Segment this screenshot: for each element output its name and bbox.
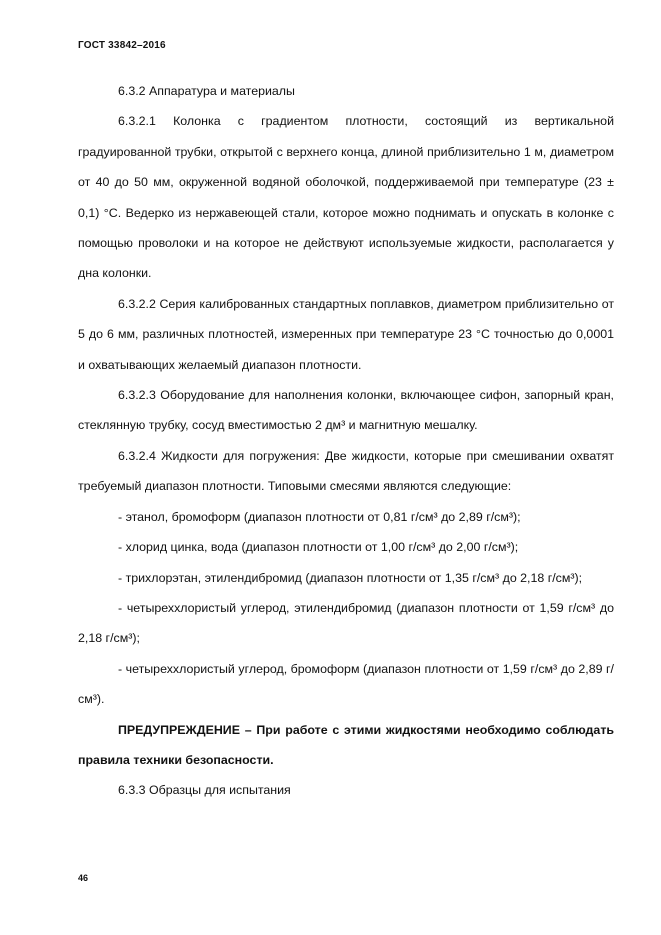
paragraph-immersion-liquids: 6.3.2.4 Жидкости для погружения: Две жидкости, которые при смешивании охватят требуемый диапазон плотности. Типовыми смесями являются следующие:: [78, 448, 614, 494]
page-number: 46: [78, 873, 89, 883]
paragraph-filling-equipment: 6.3.2.3 Оборудование для наполнения колонки, включающее сифон, запорный кран, стеклянную трубку, сосуд вместимостью 2 дм³ и магнитную мешалку.: [78, 388, 614, 433]
paragraph-calibrated-floats: 6.3.2.2 Серия калиброванных стандартных поплавков, диаметром приблизительно от 5 до 6 мм, различных плотностей, измеренных при температуре 23 °С точностью до 0,0001 и охватывающих желаемый диапазон плотности.: [78, 296, 614, 372]
list-item-carbon-tetrachloride-dibromide: - четыреххлористый углерод, этилендибромид (диапазон плотности от 1,59 г/см³ до 2,18 г/см³);: [78, 600, 614, 646]
section-heading-apparatus: 6.3.2 Аппаратура и материалы: [118, 84, 295, 98]
paragraph-gradient-column: 6.3.2.1 Колонка с градиентом плотности, состоящий из вертикальной градуированной трубки, открытой с верхнего конца, длиной приблизительно 1 м, диаметром от 40 до 50 мм, окруженной водяной оболочкой, поддерживаемой при температуре (23 ± 0,1) °С. Ведерко из нержавеющей стали, которое можно поднимать и опускать в колонке с помощью проволоки и на которое не действуют используемые жидкости, располагается у дна колонки.: [78, 114, 614, 281]
page-content: [78, 76, 614, 806]
list-item-ethanol-bromoform: - этанол, бромоформ (диапазон плотности от 0,81 г/см³ до 2,89 г/см³);: [118, 509, 521, 524]
list-item-carbon-tetrachloride-bromoform: - четыреххлористый углерод, бромоформ (диапазон плотности от 1,59 г/см³ до 2,89 г/см³).: [78, 661, 614, 707]
section-heading-test-specimens: 6.3.3 Образцы для испытания: [118, 783, 291, 798]
list-item-trichloroethane: - трихлорэтан, этилендибромид (диапазон плотности от 1,35 г/см³ до 2,18 г/см³);: [118, 570, 583, 585]
warning-paragraph: ПРЕДУПРЕЖДЕНИЕ – При работе с этими жидкостями необходимо соблюдать правила техники безопасности.: [78, 722, 614, 767]
list-item-zinc-chloride-water: - хлорид цинка, вода (диапазон плотности от 1,00 г/см³ до 2,00 г/см³);: [118, 540, 519, 555]
standard-header: ГОСТ 33842–2016: [78, 40, 166, 51]
